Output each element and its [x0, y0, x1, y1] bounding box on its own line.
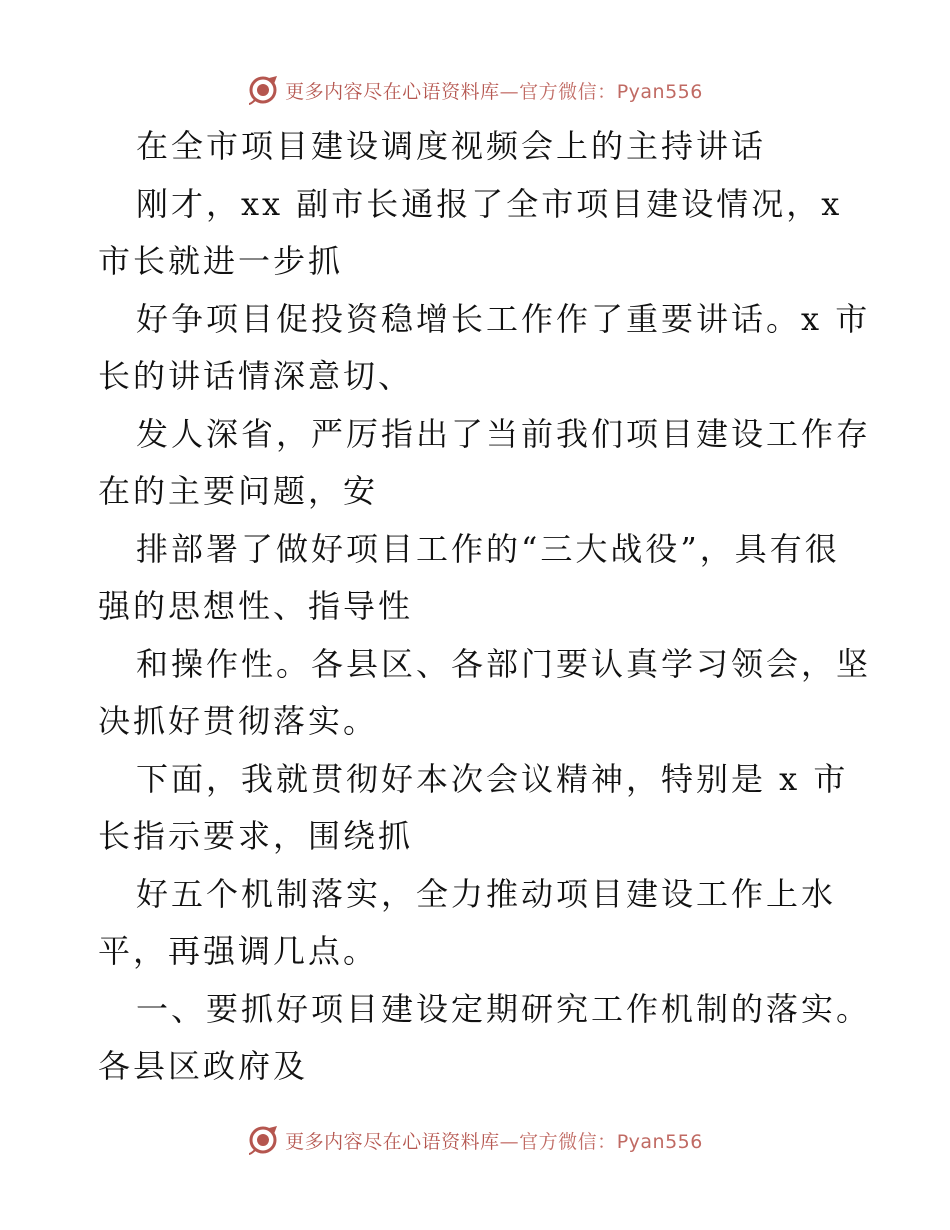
header-banner [0, 70, 950, 110]
document-line: 长指示要求，围绕抓 [98, 817, 414, 855]
pen-circle-logo-icon [247, 1124, 279, 1156]
banner-wechat-label: 官方微信： [519, 80, 617, 103]
banner-text [285, 77, 703, 104]
document-line: 发人深省，严厉指出了当前我们项目建设工作存 [136, 414, 872, 453]
document-line: 强的思想性、指导性 [98, 587, 414, 625]
banner-separator: — [499, 1130, 520, 1153]
document-line: 决抓好贯彻落实。 [98, 702, 379, 740]
banner-main-text: 更多内容尽在心语资料库 [285, 80, 500, 103]
banner-wechat-id: Pyan556 [616, 1130, 703, 1153]
banner-wechat-id: Pyan556 [616, 80, 703, 103]
banner-separator: — [499, 80, 520, 103]
document-line: 好五个机制落实，全力推动项目建设工作上水 [136, 874, 837, 913]
document-title: 在全市项目建设调度视频会上的主持讲话 [136, 127, 767, 165]
document-line: 各县区政府及 [98, 1047, 309, 1085]
document-line: 刚才，xx 副市长通报了全市项目建设情况，x [136, 184, 843, 223]
footer-banner [0, 1120, 950, 1160]
document-line: 一、要抓好项目建设定期研究工作机制的落实。 [136, 989, 872, 1028]
document-line: 市长就进一步抓 [98, 242, 344, 280]
document-line: 和操作性。各县区、各部门要认真学习领会，坚 [136, 644, 872, 683]
document-line: 在的主要问题，安 [98, 472, 379, 510]
pen-circle-logo-icon [247, 74, 279, 106]
banner-wechat-label: 官方微信： [519, 1130, 617, 1153]
document-line: 平，再强调几点。 [98, 932, 379, 970]
document-line: 下面，我就贯彻好本次会议精神，特别是 x 市 [136, 759, 849, 798]
document-line: 长的讲话情深意切、 [98, 357, 414, 395]
document-line: 好争项目促投资稳增长工作作了重要讲话。x 市 [136, 299, 871, 338]
banner-main-text: 更多内容尽在心语资料库 [285, 1130, 500, 1153]
document-body [98, 118, 872, 1096]
banner-text [285, 1127, 703, 1154]
document-line: 排部署了做好项目工作的“三大战役”，具有很 [136, 529, 840, 568]
